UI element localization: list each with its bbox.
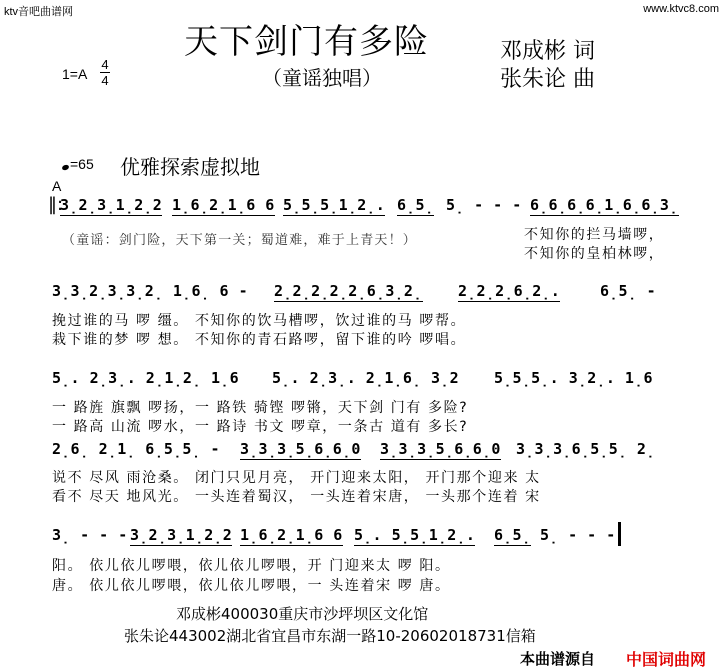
repeat-start-icon: ‖: bbox=[48, 194, 64, 215]
key-signature: 1=A bbox=[62, 66, 88, 82]
tempo-marking bbox=[62, 156, 94, 172]
lyric-intro: （童谣：剑门险，天下第一关；蜀道难，难于上青天！） bbox=[62, 233, 418, 248]
measure-4-1: 2̣6̣ 2̣1̣ 6̣5̣5̣ - bbox=[52, 440, 221, 458]
measure-1-5: 5̣ - - - bbox=[446, 196, 522, 214]
time-signature-top: 4 bbox=[101, 57, 109, 72]
lyric-3-a: 一 路旌 旗飘 啰扬，一 路铁 骑铿 啰锵，天下剑 门有 多险? bbox=[52, 400, 469, 416]
section-label: A bbox=[52, 178, 62, 194]
measure-5-2: 3̣2̣3̣1̣2̣2 bbox=[130, 526, 233, 544]
tempo-value: =65 bbox=[70, 156, 94, 172]
lyric-2-a: 挽过谁的马 啰 缰。 不知你的饮马槽啰，饮过谁的马 啰帮。 bbox=[52, 313, 467, 329]
measure-5-5: 6̣5̣ bbox=[494, 526, 532, 544]
lyric-4-b: 看不 尽天 地风光。 一头连着蜀汉， 一头连着宋唐， 一头那个连着 宋 bbox=[52, 489, 541, 505]
measure-4-3: 3̣3̣3̣5̣6̣6̣0 bbox=[380, 440, 501, 458]
measure-1-4: 6̣5̣ bbox=[397, 196, 435, 214]
measure-5-3: 1̣6̣2̣1̣6 6 bbox=[240, 526, 343, 544]
measure-1-1: 3̣2̣3̣1̣2̣2 bbox=[60, 196, 163, 214]
measure-2-2: 2̣2̣2̣2̣2̣6̣3̣2̣ bbox=[274, 282, 423, 300]
lyric-5-b: 唐。 依儿依儿啰喂，依儿依儿啰喂，一 头连着宋 啰 唐。 bbox=[52, 578, 451, 594]
lyric-3-b: 一 路高 山流 啰水，一 路诗 书文 啰章，一条古 道有 多长? bbox=[52, 419, 469, 435]
measure-1-6: 6̣6̣6̣6̣1̣6̣6̣3̣ bbox=[530, 196, 679, 214]
final-barline-icon bbox=[618, 522, 621, 546]
time-signature bbox=[100, 58, 110, 87]
measure-3-1: 5̣. 2̣3̣. 2̣1̣2̣ 1̣6 bbox=[52, 369, 240, 387]
lyric-1-right-a: 不知你的拦马墙啰， bbox=[524, 227, 665, 243]
measure-5-6: 5̣ - - - bbox=[540, 526, 616, 544]
measure-2-1: 3̣3̣2̣3̣3̣2̣ 1̣6̣ 6 - bbox=[52, 282, 249, 300]
lyric-5-a: 阳。 依儿依儿啰喂，依儿依儿啰喂，开 门迎来太 啰 阳。 bbox=[52, 558, 451, 574]
brand-logo: 中国词曲网 bbox=[626, 650, 707, 669]
composer-credit: 张朱论 曲 bbox=[500, 67, 595, 92]
lyric-4-a: 说不 尽风 雨沧桑。 闭门只见月亮， 开门迎来太阳， 开门那个迎来 太 bbox=[52, 470, 541, 486]
measure-4-2: 3̣3̣3̣5̣6̣6̣0 bbox=[240, 440, 361, 458]
song-title: 天下剑门有多险 bbox=[184, 22, 429, 62]
source-label: 本曲谱源自 bbox=[520, 650, 596, 668]
measure-3-3: 5̣5̣5̣. 3̣2̣. 1̣6 bbox=[494, 369, 654, 387]
contact-composer: 张朱论443002湖北省宜昌市东湖一路10-20602018731信箱 bbox=[124, 627, 536, 645]
song-subtitle: （童谣独唱） bbox=[262, 66, 382, 90]
measure-5-4: 5̣. 5̣5̣1̣2̣. bbox=[354, 526, 476, 544]
lyric-2-b: 栽下谁的梦 啰 想。 不知你的青石路啰，留下谁的吟 啰唱。 bbox=[52, 332, 467, 348]
measure-3-2: 5̣. 2̣3̣. 2̣1̣6̣ 3̣2 bbox=[272, 369, 460, 387]
style-marking: 优雅探索虚拟地 bbox=[120, 155, 260, 179]
time-signature-bottom: 4 bbox=[101, 73, 109, 88]
measure-5-1: 3̣ - - - bbox=[52, 526, 128, 544]
measure-2-4: 6̣5̣ - bbox=[600, 282, 657, 300]
quarter-note-icon bbox=[61, 164, 69, 171]
lyricist-credit: 邓成彬 词 bbox=[500, 39, 595, 64]
lyric-1-right-b: 不知你的皇柏林啰， bbox=[524, 246, 665, 262]
measure-1-2: 1̣6̣2̣1̣6 6 bbox=[172, 196, 275, 214]
contact-lyricist: 邓成彬400030重庆市沙坪坝区文化馆 bbox=[176, 605, 429, 623]
measure-4-4: 3̣3̣3̣6̣5̣5̣ 2̣ bbox=[516, 440, 656, 458]
site-url-right: www.ktvc8.com bbox=[643, 3, 719, 15]
measure-2-3: 2̣2̣2̣6̣2̣. bbox=[458, 282, 561, 300]
site-name-left: ktv音吧曲谱网 bbox=[4, 6, 74, 18]
measure-1-3: 5̣5̣5̣1̣2̣. bbox=[283, 196, 386, 214]
